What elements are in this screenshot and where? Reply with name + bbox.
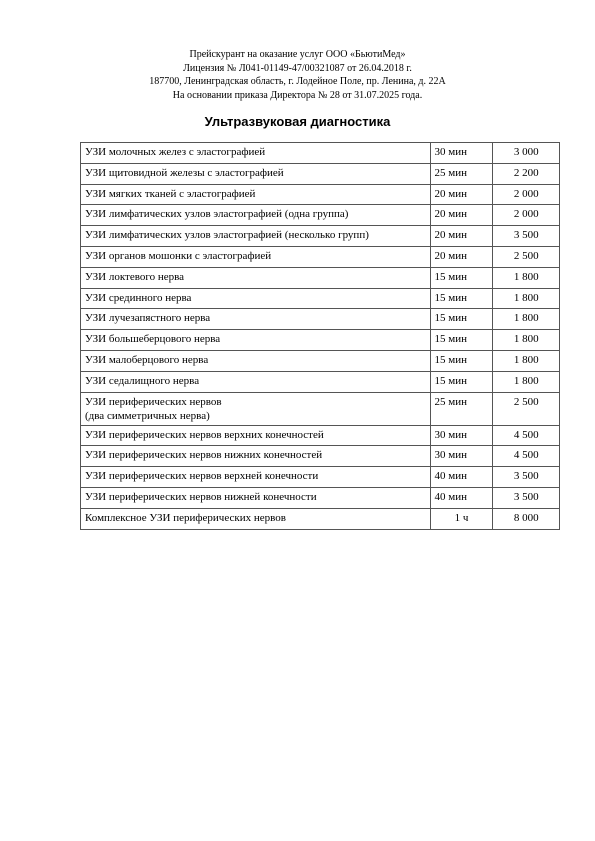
service-cell: УЗИ большеберцового нерва (81, 330, 431, 351)
price-cell: 4 500 (493, 446, 560, 467)
duration-cell: 30 мин (430, 446, 493, 467)
table-row (81, 184, 560, 205)
duration-cell: 30 мин (430, 143, 493, 164)
price-cell: 1 800 (493, 330, 560, 351)
service-cell: УЗИ периферических нервов верхних конечностей (81, 425, 431, 446)
document-header (0, 48, 595, 102)
price-cell: 2 000 (493, 184, 560, 205)
price-cell: 1 800 (493, 350, 560, 371)
service-cell: УЗИ щитовидной железы с эластографией (81, 163, 431, 184)
table-row (81, 309, 560, 330)
service-cell-line: (два симметричных нерва) (85, 409, 210, 422)
service-cell: УЗИ локтевого нерва (81, 267, 431, 288)
price-cell: 2 500 (493, 392, 560, 425)
table-row (81, 508, 560, 529)
duration-cell: 20 мин (430, 246, 493, 267)
table-row (81, 288, 560, 309)
header-company-line: Прейскурант на оказание услуг ООО «БьютиМед» (189, 49, 406, 60)
duration-cell: 15 мин (430, 371, 493, 392)
table-row (81, 350, 560, 371)
section-title: Ультразвуковая диагностика (204, 114, 391, 129)
price-cell: 2 200 (493, 163, 560, 184)
service-cell: УЗИ молочных желез с эластографией (81, 143, 431, 164)
header-license-line: Лицензия № Л041-01149-47/00321087 от 26.04.2018 г. (183, 62, 412, 74)
price-cell: 2 000 (493, 205, 560, 226)
service-cell: УЗИ срединного нерва (81, 288, 431, 309)
price-cell: 1 800 (493, 309, 560, 330)
table-row (81, 371, 560, 392)
header-address-line: 187700, Ленинградская область, г. Лодейное Поле, пр. Ленина, д. 22А (149, 76, 446, 87)
service-cell-line: УЗИ периферических нервов (85, 395, 222, 408)
duration-cell: 15 мин (430, 330, 493, 351)
duration-cell: 40 мин (430, 487, 493, 508)
service-cell: УЗИ лучезапястного нерва (81, 309, 431, 330)
service-cell: Комплексное УЗИ периферических нервов (81, 508, 431, 529)
service-cell: УЗИ мягких тканей с эластографией (81, 184, 431, 205)
table-row (81, 425, 560, 446)
duration-cell: 30 мин (430, 425, 493, 446)
service-cell: УЗИ лимфатических узлов эластографией (одна группа) (81, 205, 431, 226)
service-cell: УЗИ периферических нервов нижней конечности (81, 487, 431, 508)
price-cell: 1 800 (493, 371, 560, 392)
price-cell: 1 800 (493, 288, 560, 309)
duration-cell: 15 мин (430, 267, 493, 288)
table-row (81, 330, 560, 351)
service-cell: УЗИ малоберцового нерва (81, 350, 431, 371)
duration-cell: 20 мин (430, 205, 493, 226)
duration-cell: 15 мин (430, 309, 493, 330)
table-row (81, 267, 560, 288)
service-cell: УЗИ периферических нервов верхней конечности (81, 467, 431, 488)
price-cell: 3 500 (493, 226, 560, 247)
price-cell: 3 500 (493, 487, 560, 508)
header-order-line: На основании приказа Директора № 28 от 31.07.2025 года. (172, 89, 423, 101)
table-row (81, 205, 560, 226)
table-row (81, 226, 560, 247)
duration-cell: 1 ч (430, 508, 493, 529)
duration-cell: 40 мин (430, 467, 493, 488)
table-row (81, 467, 560, 488)
table-row (81, 246, 560, 267)
duration-cell: 20 мин (430, 226, 493, 247)
price-cell: 8 000 (493, 508, 560, 529)
price-cell: 3 500 (493, 467, 560, 488)
price-cell: 3 000 (493, 143, 560, 164)
service-cell (81, 392, 431, 425)
duration-cell: 15 мин (430, 350, 493, 371)
price-cell: 1 800 (493, 267, 560, 288)
table-row (81, 163, 560, 184)
duration-cell: 25 мин (430, 392, 493, 425)
duration-cell: 25 мин (430, 163, 493, 184)
service-cell: УЗИ периферических нервов нижних конечностей (81, 446, 431, 467)
price-cell: 4 500 (493, 425, 560, 446)
service-cell: УЗИ седалищного нерва (81, 371, 431, 392)
price-table (80, 142, 560, 530)
table-row (81, 446, 560, 467)
table-row (81, 143, 560, 164)
duration-cell: 20 мин (430, 184, 493, 205)
table-row (81, 487, 560, 508)
price-cell: 2 500 (493, 246, 560, 267)
service-cell: УЗИ лимфатических узлов эластографией (несколько групп) (81, 226, 431, 247)
service-cell: УЗИ органов мошонки с эластографией (81, 246, 431, 267)
duration-cell: 15 мин (430, 288, 493, 309)
table-row (81, 392, 560, 425)
